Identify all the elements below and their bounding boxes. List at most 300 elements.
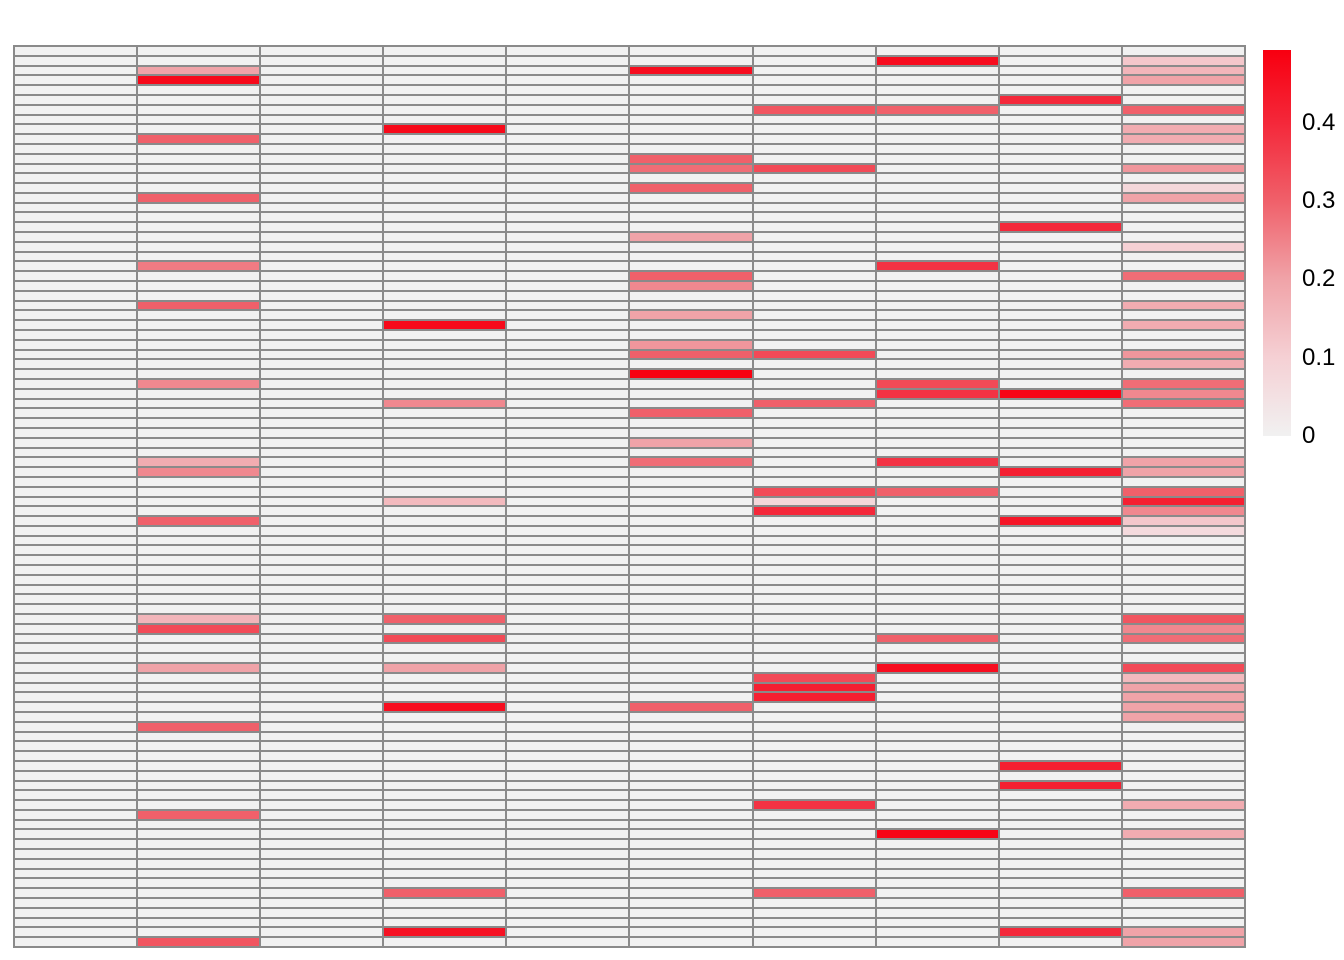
heatmap-cell xyxy=(754,204,875,212)
heatmap-cell xyxy=(877,723,998,731)
heatmap-cell xyxy=(1123,351,1244,359)
heatmap-cell xyxy=(15,742,136,750)
heatmap-cell xyxy=(630,801,751,809)
heatmap-cell xyxy=(261,870,382,878)
heatmap-cell xyxy=(138,527,259,535)
heatmap-cell xyxy=(507,938,628,946)
heatmap-cell xyxy=(754,106,875,114)
heatmap-cell xyxy=(1000,752,1121,760)
heatmap-cell xyxy=(1000,135,1121,143)
heatmap-cell xyxy=(877,331,998,339)
heatmap-cell xyxy=(138,204,259,212)
heatmap-cell xyxy=(877,546,998,554)
heatmap-cell xyxy=(507,801,628,809)
heatmap-cell xyxy=(877,458,998,466)
heatmap-cell xyxy=(1000,654,1121,662)
heatmap-cell xyxy=(15,429,136,437)
heatmap-cell xyxy=(1123,262,1244,270)
heatmap-cell xyxy=(384,370,505,378)
heatmap-cell xyxy=(507,439,628,447)
heatmap-cell xyxy=(754,723,875,731)
heatmap-cell xyxy=(138,370,259,378)
heatmap-cell xyxy=(754,762,875,770)
heatmap-cell xyxy=(754,527,875,535)
heatmap-cell xyxy=(507,772,628,780)
heatmap-cell xyxy=(754,664,875,672)
heatmap-cell xyxy=(1123,889,1244,897)
heatmap-cell xyxy=(261,458,382,466)
heatmap-cell xyxy=(507,135,628,143)
heatmap-cell xyxy=(1000,693,1121,701)
heatmap-cell xyxy=(1123,879,1244,887)
heatmap-cell xyxy=(1000,302,1121,310)
heatmap-cell xyxy=(384,57,505,65)
heatmap-cell xyxy=(754,586,875,594)
heatmap-cell xyxy=(261,684,382,692)
heatmap-cell xyxy=(261,928,382,936)
heatmap-cell xyxy=(630,546,751,554)
heatmap-cell xyxy=(1000,713,1121,721)
heatmap-cell xyxy=(877,752,998,760)
heatmap-cell xyxy=(384,537,505,545)
heatmap-cell xyxy=(754,909,875,917)
heatmap-cell xyxy=(877,850,998,858)
heatmap-cell xyxy=(1123,860,1244,868)
heatmap-cell xyxy=(507,762,628,770)
heatmap-cell xyxy=(877,311,998,319)
heatmap-cell xyxy=(754,615,875,623)
heatmap-cell xyxy=(630,331,751,339)
heatmap-cell xyxy=(754,165,875,173)
heatmap-cell xyxy=(1123,194,1244,202)
heatmap-cell xyxy=(15,439,136,447)
heatmap-cell xyxy=(507,223,628,231)
heatmap-cell xyxy=(630,870,751,878)
heatmap-cell xyxy=(384,419,505,427)
heatmap-cell xyxy=(15,625,136,633)
heatmap-cell xyxy=(138,909,259,917)
heatmap-cell xyxy=(138,762,259,770)
heatmap-cell xyxy=(15,292,136,300)
heatmap-cell xyxy=(15,752,136,760)
heatmap-cell xyxy=(754,253,875,261)
heatmap-cell xyxy=(138,546,259,554)
heatmap-cell xyxy=(1123,703,1244,711)
heatmap-cell xyxy=(384,635,505,643)
heatmap-cell xyxy=(384,302,505,310)
heatmap-cell xyxy=(261,762,382,770)
heatmap-cell xyxy=(261,811,382,819)
heatmap-cell xyxy=(15,879,136,887)
heatmap-cell xyxy=(261,360,382,368)
heatmap-cell xyxy=(15,595,136,603)
heatmap-cell xyxy=(138,772,259,780)
heatmap-cell xyxy=(384,605,505,613)
heatmap-cell xyxy=(630,498,751,506)
heatmap-cell xyxy=(1123,47,1244,55)
heatmap-cell xyxy=(1000,96,1121,104)
heatmap-cell xyxy=(1123,674,1244,682)
heatmap-cell xyxy=(1000,194,1121,202)
heatmap-grid xyxy=(13,45,1246,948)
heatmap-cell xyxy=(1123,654,1244,662)
heatmap-cell xyxy=(384,791,505,799)
heatmap-cell xyxy=(138,693,259,701)
heatmap-cell xyxy=(15,67,136,75)
heatmap-cell xyxy=(630,752,751,760)
heatmap-cell xyxy=(15,204,136,212)
heatmap-cell xyxy=(15,213,136,221)
heatmap-cell xyxy=(754,556,875,564)
heatmap-cell xyxy=(507,243,628,251)
heatmap-cell xyxy=(877,507,998,515)
heatmap-cell xyxy=(15,262,136,270)
heatmap-cell xyxy=(877,57,998,65)
heatmap-cell xyxy=(261,174,382,182)
heatmap-cell xyxy=(384,125,505,133)
heatmap-cell xyxy=(1000,664,1121,672)
heatmap-cell xyxy=(507,204,628,212)
heatmap-cell xyxy=(384,311,505,319)
heatmap-cell xyxy=(138,879,259,887)
heatmap-cell xyxy=(15,537,136,545)
colorbar-tick-label: 0 xyxy=(1302,422,1316,449)
heatmap-cell xyxy=(15,57,136,65)
heatmap-cell xyxy=(15,821,136,829)
heatmap-cell xyxy=(877,879,998,887)
heatmap-cell xyxy=(754,889,875,897)
heatmap-cell xyxy=(877,576,998,584)
heatmap-cell xyxy=(1123,67,1244,75)
heatmap-cell xyxy=(261,96,382,104)
heatmap-cell xyxy=(15,664,136,672)
heatmap-cell xyxy=(1123,899,1244,907)
heatmap-cell xyxy=(507,498,628,506)
heatmap-cell xyxy=(1000,546,1121,554)
heatmap-cell xyxy=(1000,791,1121,799)
heatmap-cell xyxy=(15,96,136,104)
heatmap-cell xyxy=(138,507,259,515)
heatmap-cell xyxy=(754,390,875,398)
heatmap-cell xyxy=(261,791,382,799)
heatmap-cell xyxy=(754,782,875,790)
heatmap-cell xyxy=(261,429,382,437)
heatmap-cell xyxy=(630,233,751,241)
heatmap-cell xyxy=(754,341,875,349)
heatmap-cell xyxy=(507,165,628,173)
heatmap-cell xyxy=(261,390,382,398)
heatmap-cell xyxy=(138,576,259,584)
heatmap-cell xyxy=(877,468,998,476)
heatmap-cell xyxy=(384,449,505,457)
heatmap-cell xyxy=(138,135,259,143)
heatmap-cell xyxy=(630,194,751,202)
heatmap-cell xyxy=(261,693,382,701)
heatmap-cell xyxy=(1000,351,1121,359)
heatmap-cell xyxy=(754,380,875,388)
heatmap-cell xyxy=(1123,311,1244,319)
heatmap-cell xyxy=(1000,527,1121,535)
heatmap-cell xyxy=(877,282,998,290)
heatmap-cell xyxy=(1123,243,1244,251)
heatmap-cell xyxy=(138,321,259,329)
heatmap-cell xyxy=(877,586,998,594)
heatmap-cell xyxy=(1123,213,1244,221)
heatmap-cell xyxy=(261,400,382,408)
heatmap-cell xyxy=(630,351,751,359)
heatmap-cell xyxy=(1000,605,1121,613)
heatmap-cell xyxy=(1123,684,1244,692)
heatmap-cell xyxy=(1123,76,1244,84)
heatmap-cell xyxy=(1000,165,1121,173)
heatmap-cell xyxy=(384,174,505,182)
heatmap-cell xyxy=(877,821,998,829)
heatmap-cell xyxy=(754,409,875,417)
heatmap-cell xyxy=(261,213,382,221)
heatmap-cell xyxy=(1123,733,1244,741)
heatmap-cell xyxy=(630,302,751,310)
heatmap-cell xyxy=(1123,331,1244,339)
heatmap-cell xyxy=(384,517,505,525)
heatmap-cell xyxy=(1000,223,1121,231)
heatmap-cell xyxy=(507,390,628,398)
heatmap-cell xyxy=(877,772,998,780)
heatmap-cell xyxy=(138,439,259,447)
heatmap-cell xyxy=(1000,830,1121,838)
heatmap-cell xyxy=(630,576,751,584)
heatmap-cell xyxy=(384,674,505,682)
heatmap-cell xyxy=(15,302,136,310)
heatmap-cell xyxy=(15,517,136,525)
heatmap-cell xyxy=(1000,889,1121,897)
heatmap-cell xyxy=(138,860,259,868)
heatmap-cell xyxy=(1000,938,1121,946)
heatmap-cell xyxy=(15,449,136,457)
heatmap-cell xyxy=(754,928,875,936)
heatmap-cell xyxy=(754,595,875,603)
heatmap-cell xyxy=(630,282,751,290)
colorbar-tick-label: 0.3 xyxy=(1302,187,1336,215)
heatmap-cell xyxy=(630,165,751,173)
heatmap-cell xyxy=(630,909,751,917)
heatmap-cell xyxy=(384,213,505,221)
heatmap-cell xyxy=(384,272,505,280)
heatmap-cell xyxy=(261,468,382,476)
heatmap-cell xyxy=(877,595,998,603)
heatmap-cell xyxy=(754,644,875,652)
heatmap-cell xyxy=(1000,576,1121,584)
heatmap-cell xyxy=(754,801,875,809)
heatmap-cell xyxy=(384,458,505,466)
heatmap-cell xyxy=(15,468,136,476)
heatmap-cell xyxy=(261,272,382,280)
heatmap-cell xyxy=(261,576,382,584)
heatmap-cell xyxy=(630,419,751,427)
heatmap-cell xyxy=(384,507,505,515)
heatmap-cell xyxy=(384,116,505,124)
heatmap-cell xyxy=(15,498,136,506)
heatmap-cell xyxy=(877,919,998,927)
heatmap-cell xyxy=(507,527,628,535)
heatmap-cell xyxy=(630,684,751,692)
heatmap-cell xyxy=(630,311,751,319)
heatmap-cell xyxy=(384,204,505,212)
heatmap-cell xyxy=(1123,125,1244,133)
heatmap-cell xyxy=(15,889,136,897)
heatmap-cell xyxy=(754,155,875,163)
heatmap-cell xyxy=(630,654,751,662)
heatmap-cell xyxy=(754,468,875,476)
heatmap-cell xyxy=(261,733,382,741)
heatmap-cell xyxy=(754,184,875,192)
heatmap-cell xyxy=(15,586,136,594)
heatmap-cell xyxy=(1123,253,1244,261)
heatmap-cell xyxy=(754,713,875,721)
heatmap-cell xyxy=(261,625,382,633)
heatmap-cell xyxy=(15,870,136,878)
heatmap-cell xyxy=(384,360,505,368)
heatmap-cell xyxy=(1123,292,1244,300)
heatmap-cell xyxy=(261,595,382,603)
heatmap-cell xyxy=(754,360,875,368)
heatmap-cell xyxy=(261,830,382,838)
heatmap-cell xyxy=(630,341,751,349)
heatmap-cell xyxy=(15,253,136,261)
heatmap-cell xyxy=(384,664,505,672)
heatmap-cell xyxy=(507,116,628,124)
heatmap-cell xyxy=(754,938,875,946)
heatmap-cell xyxy=(1123,801,1244,809)
heatmap-cell xyxy=(630,586,751,594)
heatmap-cell xyxy=(1123,762,1244,770)
heatmap-cell xyxy=(754,145,875,153)
heatmap-cell xyxy=(630,762,751,770)
heatmap-cell xyxy=(507,595,628,603)
heatmap-cell xyxy=(630,527,751,535)
heatmap-cell xyxy=(1000,86,1121,94)
heatmap-cell xyxy=(261,635,382,643)
heatmap-cell xyxy=(507,341,628,349)
heatmap-cell xyxy=(630,938,751,946)
heatmap-cell xyxy=(1123,184,1244,192)
heatmap-cell xyxy=(261,47,382,55)
heatmap-cell xyxy=(261,899,382,907)
heatmap-cell xyxy=(384,223,505,231)
heatmap-cell xyxy=(1123,664,1244,672)
heatmap-cell xyxy=(384,546,505,554)
heatmap-cell xyxy=(630,155,751,163)
heatmap-cell xyxy=(15,282,136,290)
heatmap-cell xyxy=(754,821,875,829)
heatmap-cell xyxy=(630,380,751,388)
heatmap-cell xyxy=(15,370,136,378)
heatmap-cell xyxy=(877,204,998,212)
heatmap-cell xyxy=(384,752,505,760)
heatmap-cell xyxy=(507,449,628,457)
heatmap-cell xyxy=(384,86,505,94)
heatmap-cell xyxy=(384,47,505,55)
heatmap-cell xyxy=(261,419,382,427)
heatmap-cell xyxy=(507,811,628,819)
heatmap-cell xyxy=(507,86,628,94)
heatmap-cell xyxy=(877,116,998,124)
heatmap-cell xyxy=(507,311,628,319)
heatmap-cell xyxy=(1123,850,1244,858)
heatmap-cell xyxy=(384,341,505,349)
heatmap-cell xyxy=(1123,429,1244,437)
heatmap-cell xyxy=(877,478,998,486)
heatmap-cell xyxy=(384,938,505,946)
heatmap-cell xyxy=(630,879,751,887)
heatmap-cell xyxy=(877,782,998,790)
heatmap-cell xyxy=(261,155,382,163)
heatmap-cell xyxy=(1123,86,1244,94)
heatmap-cell xyxy=(877,419,998,427)
heatmap-cell xyxy=(15,556,136,564)
heatmap-cell xyxy=(384,723,505,731)
heatmap-cell xyxy=(261,644,382,652)
heatmap-cell xyxy=(384,860,505,868)
heatmap-cell xyxy=(138,674,259,682)
heatmap-cell xyxy=(507,654,628,662)
heatmap-cell xyxy=(1000,380,1121,388)
heatmap-cell xyxy=(1000,674,1121,682)
heatmap-cell xyxy=(754,311,875,319)
heatmap-cell xyxy=(15,478,136,486)
heatmap-cell xyxy=(384,850,505,858)
heatmap-cell xyxy=(754,96,875,104)
heatmap-cell xyxy=(384,194,505,202)
heatmap-cell xyxy=(1000,311,1121,319)
heatmap-cell xyxy=(630,556,751,564)
heatmap-cell xyxy=(507,870,628,878)
heatmap-cell xyxy=(384,76,505,84)
heatmap-cell xyxy=(630,204,751,212)
heatmap-cell xyxy=(754,605,875,613)
heatmap-cell xyxy=(754,879,875,887)
heatmap-cell xyxy=(877,674,998,682)
heatmap-cell xyxy=(384,556,505,564)
heatmap-cell xyxy=(261,282,382,290)
heatmap-cell xyxy=(507,282,628,290)
heatmap-cell xyxy=(1123,302,1244,310)
heatmap-cell xyxy=(630,488,751,496)
heatmap-cell xyxy=(877,840,998,848)
heatmap-cell xyxy=(15,184,136,192)
heatmap-cell xyxy=(877,184,998,192)
heatmap-cell xyxy=(507,674,628,682)
heatmap-cell xyxy=(630,135,751,143)
heatmap-cell xyxy=(877,498,998,506)
heatmap-cell xyxy=(877,605,998,613)
heatmap-cell xyxy=(15,762,136,770)
heatmap-cell xyxy=(261,116,382,124)
heatmap-cell xyxy=(138,165,259,173)
heatmap-cell xyxy=(1123,116,1244,124)
heatmap-cell xyxy=(754,546,875,554)
heatmap-cell xyxy=(15,840,136,848)
heatmap-cell xyxy=(630,292,751,300)
heatmap-cell xyxy=(384,253,505,261)
heatmap-cell xyxy=(507,830,628,838)
heatmap-cell xyxy=(384,429,505,437)
heatmap-cell xyxy=(1000,116,1121,124)
heatmap-cell xyxy=(630,390,751,398)
heatmap-cell xyxy=(877,713,998,721)
heatmap-cell xyxy=(754,116,875,124)
heatmap-cell xyxy=(15,928,136,936)
heatmap-cell xyxy=(261,556,382,564)
